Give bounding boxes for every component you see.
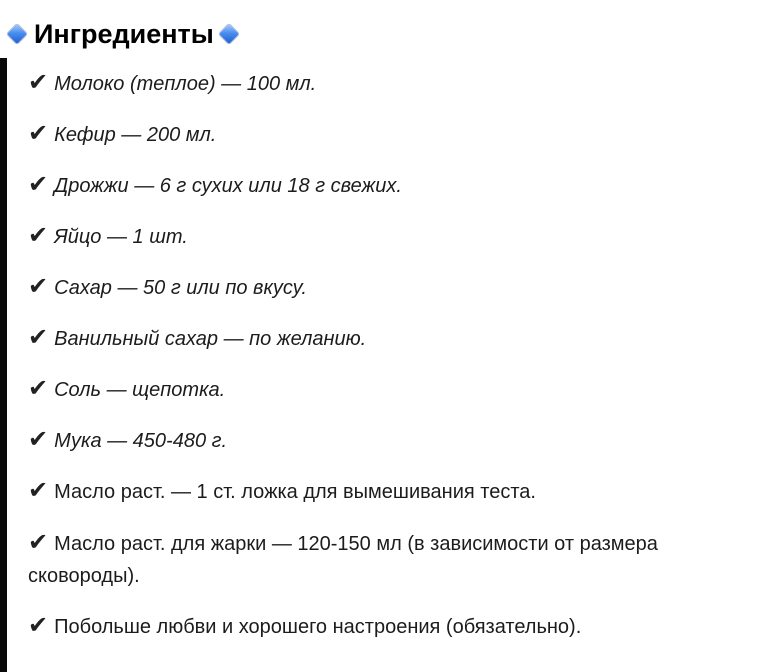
list-item (28, 321, 366, 355)
check-icon: ✔ (28, 119, 49, 147)
check-icon: ✔ (28, 374, 49, 402)
list-item (28, 526, 718, 592)
item-text: Мука — 450-480 г. (54, 430, 228, 452)
check-icon: ✔ (28, 528, 49, 556)
list-item (28, 117, 216, 151)
item-text: Дрожжи — 6 г сухих или 18 г свежих. (54, 175, 402, 197)
item-text: Масло раст. для жарки — 120-150 мл (в зависимости от размера сковороды). (28, 533, 658, 587)
item-text: Молоко (теплое) — 100 мл. (54, 73, 317, 95)
list-item (28, 270, 307, 304)
check-icon: ✔ (28, 68, 49, 96)
check-icon: ✔ (28, 323, 49, 351)
item-text: Ванильный сахар — по желанию. (54, 328, 367, 350)
list-item (28, 168, 402, 202)
item-text: Соль — щепотка. (54, 379, 226, 401)
check-icon: ✔ (28, 425, 49, 453)
ingredients-heading (4, 14, 244, 54)
list-item (28, 372, 225, 406)
check-icon: ✔ (28, 611, 49, 639)
item-text: Побольше любви и хорошего настроения (обязательно). (54, 616, 582, 638)
item-text: Масло раст. — 1 ст. ложка для вымешивания теста. (54, 481, 536, 503)
list-item (28, 609, 581, 643)
blue-diamond-icon (219, 24, 239, 44)
list-item (28, 474, 536, 508)
item-text: Сахар — 50 г или по вкусу. (54, 277, 307, 299)
check-icon: ✔ (28, 272, 49, 300)
item-text: Яйцо — 1 шт. (54, 226, 188, 248)
check-icon: ✔ (28, 221, 49, 249)
list-item (28, 219, 188, 253)
check-icon: ✔ (28, 170, 49, 198)
list-item (28, 423, 227, 457)
check-icon: ✔ (28, 476, 49, 504)
list-item (28, 66, 316, 100)
blue-diamond-icon (7, 24, 27, 44)
heading-title: Ингредиенты (34, 18, 214, 49)
quote-bar (0, 58, 7, 672)
item-text: Кефир — 200 мл. (54, 124, 217, 146)
